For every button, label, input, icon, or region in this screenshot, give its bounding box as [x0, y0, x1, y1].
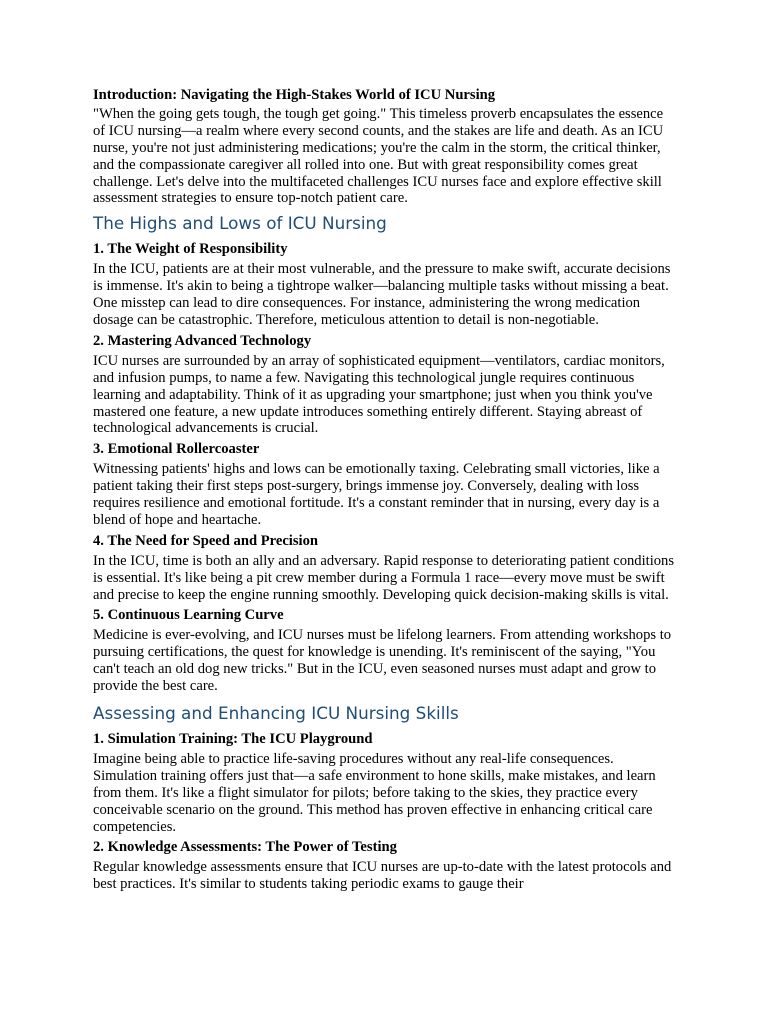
item-body-knowledge: Regular knowledge assessments ensure that ICU nurses are up-to-date with the latest protocols and best practices. It's similar to students taking periodic exams to gauge their [93, 859, 672, 893]
item-title-emotional: 3. Emotional Rollercoaster [93, 441, 260, 458]
intro-paragraph: "When the going gets tough, the tough get going." This timeless proverb encapsulates the essence of ICU nursing—a realm where every second counts, and the stakes are life and death. As an ICU nurse, you're not just administering medications; you're the calm in the storm, the critical thinker, and the compassionate caregiver all rolled into one. But with great responsibility comes great challenge. Let's delve into the multifaceted challenges ICU nurses face and explore effective skill assessment strategies to ensure top-notch patient care. [93, 105, 664, 207]
item-body-speed: In the ICU, time is both an ally and an adversary. Rapid response to deteriorating patient conditions is essential. It's like being a pit crew member during a Formula 1 race—every move must be swift and precise to keep the engine running smoothly. Developing quick decision-making skills is vital. [93, 552, 675, 603]
intro-title: Introduction: Navigating the High-Stakes World of ICU Nursing [93, 87, 496, 103]
item-body-technology: ICU nurses are surrounded by an array of sophisticated equipment—ventilators, cardiac monitors, and infusion pumps, to name a few. Navigating this technological jungle requires continuous learning and adaptability. Think of it as upgrading your smartphone; just when you think you've mastered one feature, a new update introduces something entirely different. Staying abreast of technological advancements is crucial. [93, 352, 665, 437]
section-assessing [93, 731, 675, 893]
item-body-emotional: Witnessing patients' highs and lows can be emotionally taxing. Celebrating small victories, like a patient taking their first steps post-surgery, brings immense joy. Conversely, dealing with loss requires resilience and emotional fortitude. It's a constant reminder that in nursing, every day is a blend of hope and heartache. [93, 461, 660, 528]
item-title-learning: 5. Continuous Learning Curve [93, 607, 284, 624]
item-title-simulation: 1. Simulation Training: The ICU Playground [93, 731, 373, 747]
item-title-speed: 4. The Need for Speed and Precision [93, 532, 318, 549]
item-title-technology: 2. Mastering Advanced Technology [93, 332, 312, 349]
item-title-responsibility: 1. The Weight of Responsibility [93, 241, 288, 258]
document-page [93, 87, 675, 897]
section-heading-highs-lows: The Highs and Lows of ICU Nursing [93, 213, 387, 234]
section-heading-assessing: Assessing and Enhancing ICU Nursing Skills [93, 703, 459, 723]
item-title-knowledge: 2. Knowledge Assessments: The Power of Testing [93, 839, 397, 856]
item-body-simulation: Imagine being able to practice life-saving procedures without any real-life consequences. Simulation training offers just that—a safe environment to hone skills, make mistakes, and learn from them. It's like a flight simulator for pilots; before taking to the skies, they practice every conceivable scenario on the ground. This method has proven effective in enhancing critical care competencies. [93, 750, 656, 835]
item-body-learning: Medicine is ever-evolving, and ICU nurses must be lifelong learners. From attending workshops to pursuing certifications, the quest for knowledge is unending. It's reminiscent of the saying, "You can't teach an old dog new tricks." But in the ICU, even seasoned nurses must adapt and grow to provide the best care. [93, 627, 672, 695]
item-body-responsibility: In the ICU, patients are at their most vulnerable, and the pressure to make swift, accurate decisions is immense. It's akin to being a tightrope walker—balancing multiple tasks without missing a beat. One misstep can lead to dire consequences. For instance, administering the wrong medication dosage can be catastrophic. Therefore, meticulous attention to detail is non-negotiable. [93, 261, 671, 328]
section-highs-lows [93, 241, 675, 695]
